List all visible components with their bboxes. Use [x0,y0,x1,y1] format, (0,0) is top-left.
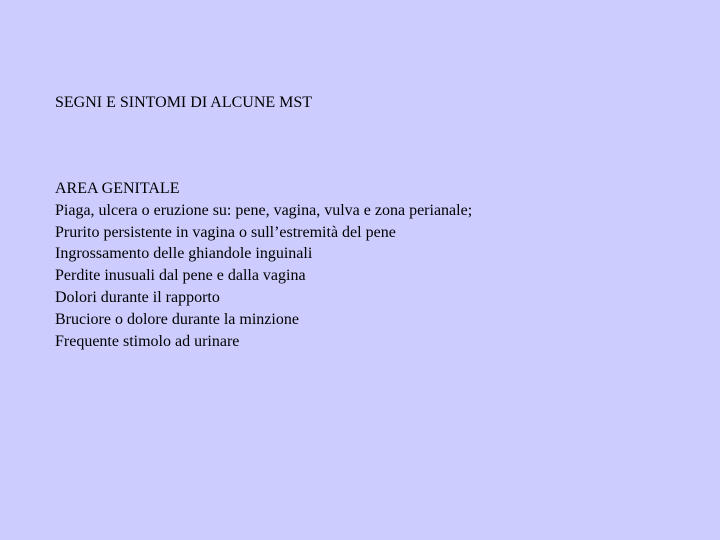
slide-body [55,178,472,352]
symptom-line-3: Ingrossamento delle ghiandole inguinali [55,245,313,263]
symptom-line-1: Piaga, ulcera o eruzione su: pene, vagina, vulva e zona perianale; [55,201,473,219]
symptom-line-7: Frequente stimolo ad urinare [55,332,240,350]
section-heading: AREA GENITALE [55,180,180,197]
symptom-line-2: Prurito persistente in vagina o sull’estremità del pene [55,223,396,241]
symptom-line-4: Perdite inusuali dal pene e dalla vagina [55,267,306,285]
symptom-line-6: Bruciore o dolore durante la minzione [55,310,299,328]
symptom-line-5: Dolori durante il rapporto [55,288,220,306]
slide-title: SEGNI E SINTOMI DI ALCUNE MST [55,94,313,111]
